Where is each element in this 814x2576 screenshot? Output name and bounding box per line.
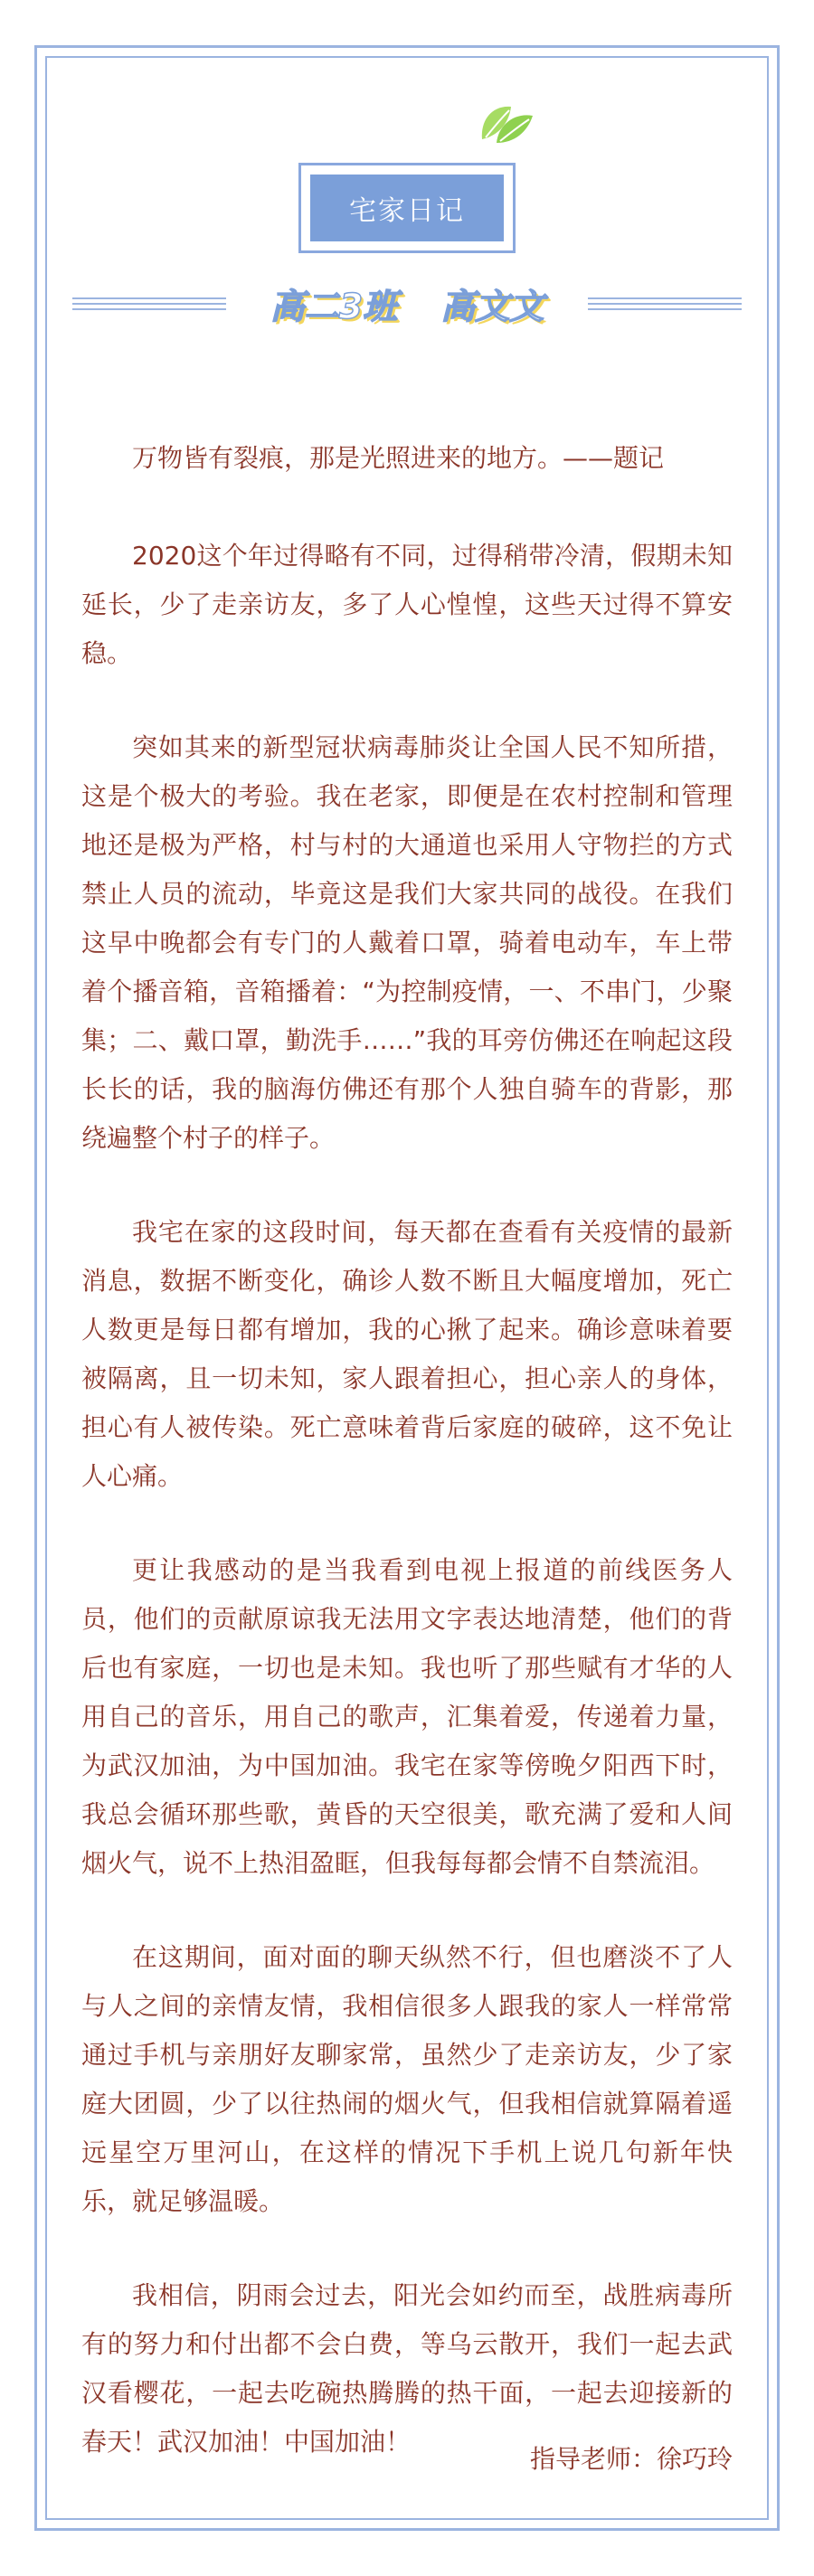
decorative-lines-left bbox=[72, 297, 226, 310]
page-title: 宅家日记 bbox=[310, 175, 504, 241]
title-frame bbox=[298, 163, 516, 253]
class-name: 高二3班 bbox=[270, 286, 398, 326]
author-byline bbox=[226, 280, 588, 326]
paragraph-4: 更让我感动的是当我看到电视上报道的前线医务人员，他们的贡献原谅我无法用文字表达地清楚，他们的背后也有家庭，一切也是未知。我也听了那些赋有才华的人用自己的音乐，用自己的歌声，汇集着爱，传递着力量，为武汉加油，为中国加油。我宅在家等傍晚夕阳西下时，我总会循环那些歌，黄昏的天空很美，歌充满了爱和人间烟火气，说不上热泪盈眶，但我每每都会情不自禁流泪。 bbox=[81, 1555, 733, 1878]
paragraph-5: 在这期间，面对面的聊天纵然不行，但也磨淡不了人与人之间的亲情友情，我相信很多人跟我的家人一样常常通过手机与亲朋好友聊家常，虽然少了走亲访友，少了家庭大团圆，少了以往热闹的烟火气，但我相信就算隔着遥远星空万里河山，在这样的情况下手机上说几句新年快乐，就足够温暖。 bbox=[81, 1942, 733, 2216]
paragraph-1: 2020这个年过得略有不同，过得稍带冷清，假期未知延长，少了走亲访友，多了人心惶惶，这些天过得不算安稳。 bbox=[81, 541, 733, 668]
paragraph-6: 我相信，阴雨会过去，阳光会如约而至，战胜病毒所有的努力和付出都不会白费，等乌云散开，我们一起去武汉看樱花，一起去吃碗热腾腾的热干面，一起去迎接新的春天！武汉加油！中国加油！ bbox=[81, 2280, 733, 2457]
author-name: 高文文 bbox=[440, 286, 544, 326]
article-body bbox=[81, 434, 733, 2512]
decorative-lines-right bbox=[588, 297, 742, 310]
paragraph-2: 突如其来的新型冠状病毒肺炎让全国人民不知所措，这是个极大的考验。我在老家，即便是在农村控制和管理地还是极为严格，村与村的大通道也采用人守物拦的方式禁止人员的流动，毕竟这是我们大家共同的战役。在我们这早中晚都会有专门的人戴着口罩，骑着电动车，车上带着个播音箱，音箱播着：“为控制疫情，一、不串门，少聚集；二、戴口罩，勤洗手……”我的耳旁仿佛还在响起这段长长的话，我的脑海仿佛还有那个人独自骑车的背影，那绕遍整个村子的样子。 bbox=[81, 732, 733, 1153]
teacher-signature: 指导老师：徐巧玲 bbox=[529, 2444, 733, 2474]
leaf-icon bbox=[475, 92, 538, 156]
motto: 万物皆有裂痕，那是光照进来的地方。——题记 bbox=[132, 443, 665, 473]
paragraph-3: 我宅在家的这段时间，每天都在查看有关疫情的最新消息，数据不断变化，确诊人数不断且大幅度增加，死亡人数更是每日都有增加，我的心揪了起来。确诊意味着要被隔离，且一切未知，家人跟着担心，担心亲人的身体，担心有人被传染。死亡意味着背后家庭的破碎，这不免让人心痛。 bbox=[81, 1217, 733, 1491]
